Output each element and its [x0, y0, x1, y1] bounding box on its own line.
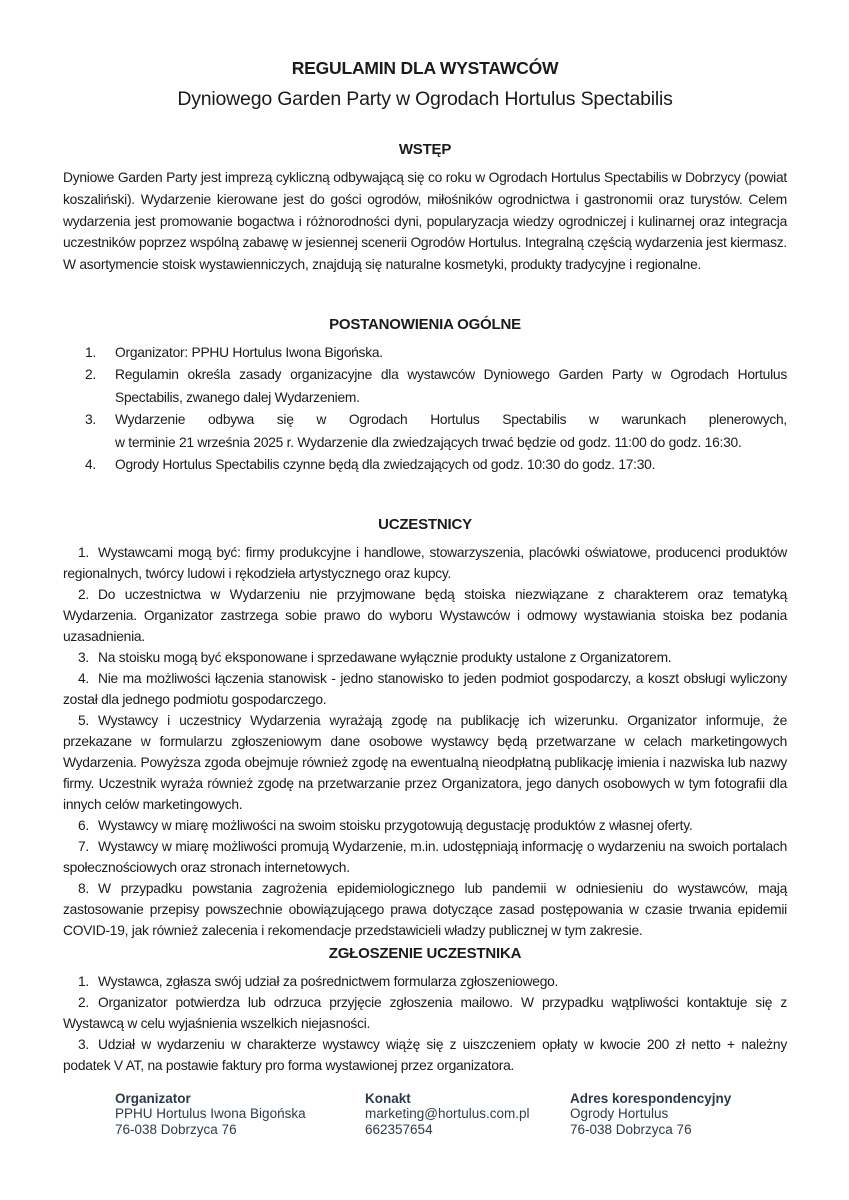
footer-column-title: Adres korespondencyjny [570, 1091, 732, 1106]
list-item-number: 6. [78, 818, 90, 834]
list-item-number: 2. [85, 367, 97, 383]
section-heading: UCZESTNICY [378, 516, 472, 534]
list-item-number: 3. [78, 1037, 90, 1053]
section-heading: WSTĘP [398, 141, 452, 158]
list-item-number: 3. [78, 650, 90, 666]
list-item: 2. Do uczestnictwa w Wydarzeniu nie przyjmowane będą stoiska niezwiązane z charakterem oraz tematyką Wydarzenia. Organizator zastrzega sobie prawo do wyboru Wystawców i odmowy wystawiania stoiska bez podania uzasadnienia. [63, 587, 787, 645]
list-item [63, 364, 787, 409]
list-item [63, 409, 787, 454]
footer-line: PPHU Hortulus Iwona Bigońska [115, 1106, 306, 1122]
list-item: 1. Wystawcami mogą być: firmy produkcyjne i handlowe, stowarzyszenia, placówki oświatowe, producenci produktów regionalnych, twórcy ludowi i rękodzieła artystycznego oraz kupcy. [63, 545, 787, 582]
list-item: 7. Wystawcy w miarę możliwości promują Wydarzenie, m.in. udostępniają informację o wydarzeniu na swoich portalach społecznościowych oraz stronach internetowych. [63, 839, 787, 876]
paragraph: Dyniowe Garden Party jest imprezą cykliczną odbywającą się co roku w Ogrodach Hortulus Spectabilis w Dobrzycy (powiat koszaliński). Wydarzenie kierowane jest do gości ogrodów, miłośników ogrodnictwa i gastronomii oraz turystów. Celem wydarzenia jest promowanie bogactwa i różnorodności dyni, popularyzacja wiedzy ogrodniczej i kulinarnej oraz integracja uczestników poprzez wspólną zabawę w jesiennej scenerii Ogrodów Hortulus. Integralną częścią wydarzenia jest kiermasz. W asortymencie stoisk wystawienniczych, znajdują się naturalne kosmetyki, produkty tradycyjne i regionalne. [63, 170, 787, 273]
list-item: 6. Wystawcy w miarę możliwości na swoim stoisku przygotowują degustację produktów z własnej oferty. [78, 818, 693, 834]
list-item-text: Regulamin określa zasady organizacyjne dla wystawców Dyniowego Garden Party w Ogrodach Hortulus Spectabilis, zwanego dalej Wydarzeniem. [115, 367, 787, 405]
list-item-number: 5. [78, 713, 90, 729]
footer-line: 662357654 [365, 1121, 433, 1137]
footer-line: marketing@hortulus.com.pl [365, 1106, 530, 1122]
footer-column-title: Organizator [115, 1091, 191, 1106]
list-item: 8. W przypadku powstania zagrożenia epidemiologicznego lub pandemii w odniesieniu do wystawców, mają zastosowanie przepisy powszechnie obowiązującego prawa dotyczące zasad postępowania w czasie trwania epidemii COVID-19, jak również zalecenia i rekomendacje przedstawicieli władzy publicznej w tym zakresie. [63, 881, 787, 939]
list-item-number: 4. [85, 457, 97, 473]
list-item: 1. Wystawca, zgłasza swój udział za pośrednictwem formularza zgłoszeniowego. [78, 974, 559, 990]
list-item-number: 1. [78, 974, 90, 990]
document-footer [115, 1091, 787, 1137]
list-item-number: 1. [78, 545, 90, 561]
list-item: 2. Organizator potwierdza lub odrzuca przyjęcie zgłoszenia mailowo. W przypadku wątpliwości kontaktuje się z Wystawcą w celu wyjaśnienia wszelkich niejasności. [63, 995, 787, 1032]
list-item [63, 454, 787, 476]
list-item: 3. Udział w wydarzeniu w charakterze wystawcy wiążę się z uiszczeniem opłaty w kwocie 200 zł netto + należny podatek V AT, na postawie faktury pro forma wystawionej przez organizatora. [63, 1037, 787, 1074]
footer-line: 76-038 Dobrzyca 76 [115, 1121, 237, 1137]
document-body [63, 139, 787, 1076]
section-postanowienia-ogolne [63, 314, 787, 476]
footer-column [115, 1091, 365, 1137]
section-heading: ZGŁOSZENIE UCZESTNIKA [328, 945, 522, 963]
list-item [63, 342, 787, 364]
list-item: 4. Nie ma możliwości łączenia stanowisk - jedno stanowisko to jeden podmiot gospodarczy, a koszt obsługi wyliczony został dla jednego podmiotu gospodarczego. [63, 671, 787, 708]
document-subtitle: Dyniowego Garden Party w Ogrodach Hortulus Spectabilis [177, 88, 673, 110]
section-uczestnicy [63, 514, 787, 941]
list-item: 3. Na stoisku mogą być eksponowane i sprzedawane wyłącznie produkty ustalone z Organizatorem. [78, 650, 672, 666]
list-item-number: 4. [78, 671, 90, 687]
footer-column [570, 1091, 787, 1137]
list-item-number: 2. [78, 587, 90, 603]
section-zgloszenie-uczestnika [63, 943, 787, 1076]
list-item-number: 2. [78, 995, 90, 1011]
list-item-text: Wydarzenie odbywa się w Ogrodach Hortulus Spectabilis w warunkach plenerowych, [115, 412, 787, 428]
footer-column-title: Konakt [365, 1091, 411, 1106]
list-item-text: Ogrody Hortulus Spectabilis czynne będą dla zwiedzających od godz. 10:30 do godz. 17:30. [115, 457, 656, 473]
section-heading: POSTANOWIENIA OGÓLNE [329, 315, 521, 333]
list-item-text: w terminie 21 września 2025 r. Wydarzenie dla zwiedzających trwać będzie od godz. 11:00 do godz. 16:30. [115, 434, 742, 450]
list-item: 5. Wystawcy i uczestnicy Wydarzenia wyrażają zgodę na publikację ich wizerunku. Organizator informuje, że przekazane w formularzu zgłoszeniowym dane osobowe wystawcy będą przetwarzane w celach marketingowych Wydarzenia. Powyższa zgoda obejmuje również zgodę na ewentualną nieodpłatną publikację imienia i nazwiska lub nazwy firmy. Uczestnik wyraża również zgodę na przetwarzanie przez Organizatora, jego danych osobowych w tym fotografii dla innych celów marketingowych. [63, 713, 787, 813]
document-title: REGULAMIN DLA WYSTAWCÓW [291, 58, 559, 78]
list-item-number: 7. [78, 839, 90, 855]
section-wstep [63, 139, 787, 276]
list-item-number: 8. [78, 881, 90, 897]
list-item-number: 3. [85, 412, 97, 428]
footer-line: Ogrody Hortulus [570, 1106, 669, 1122]
footer-column [365, 1091, 570, 1137]
list-item-number: 1. [85, 344, 97, 360]
footer-line: 76-038 Dobrzyca 76 [570, 1121, 692, 1137]
list-item-text: Organizator: PPHU Hortulus Iwona Bigońska. [115, 344, 383, 360]
